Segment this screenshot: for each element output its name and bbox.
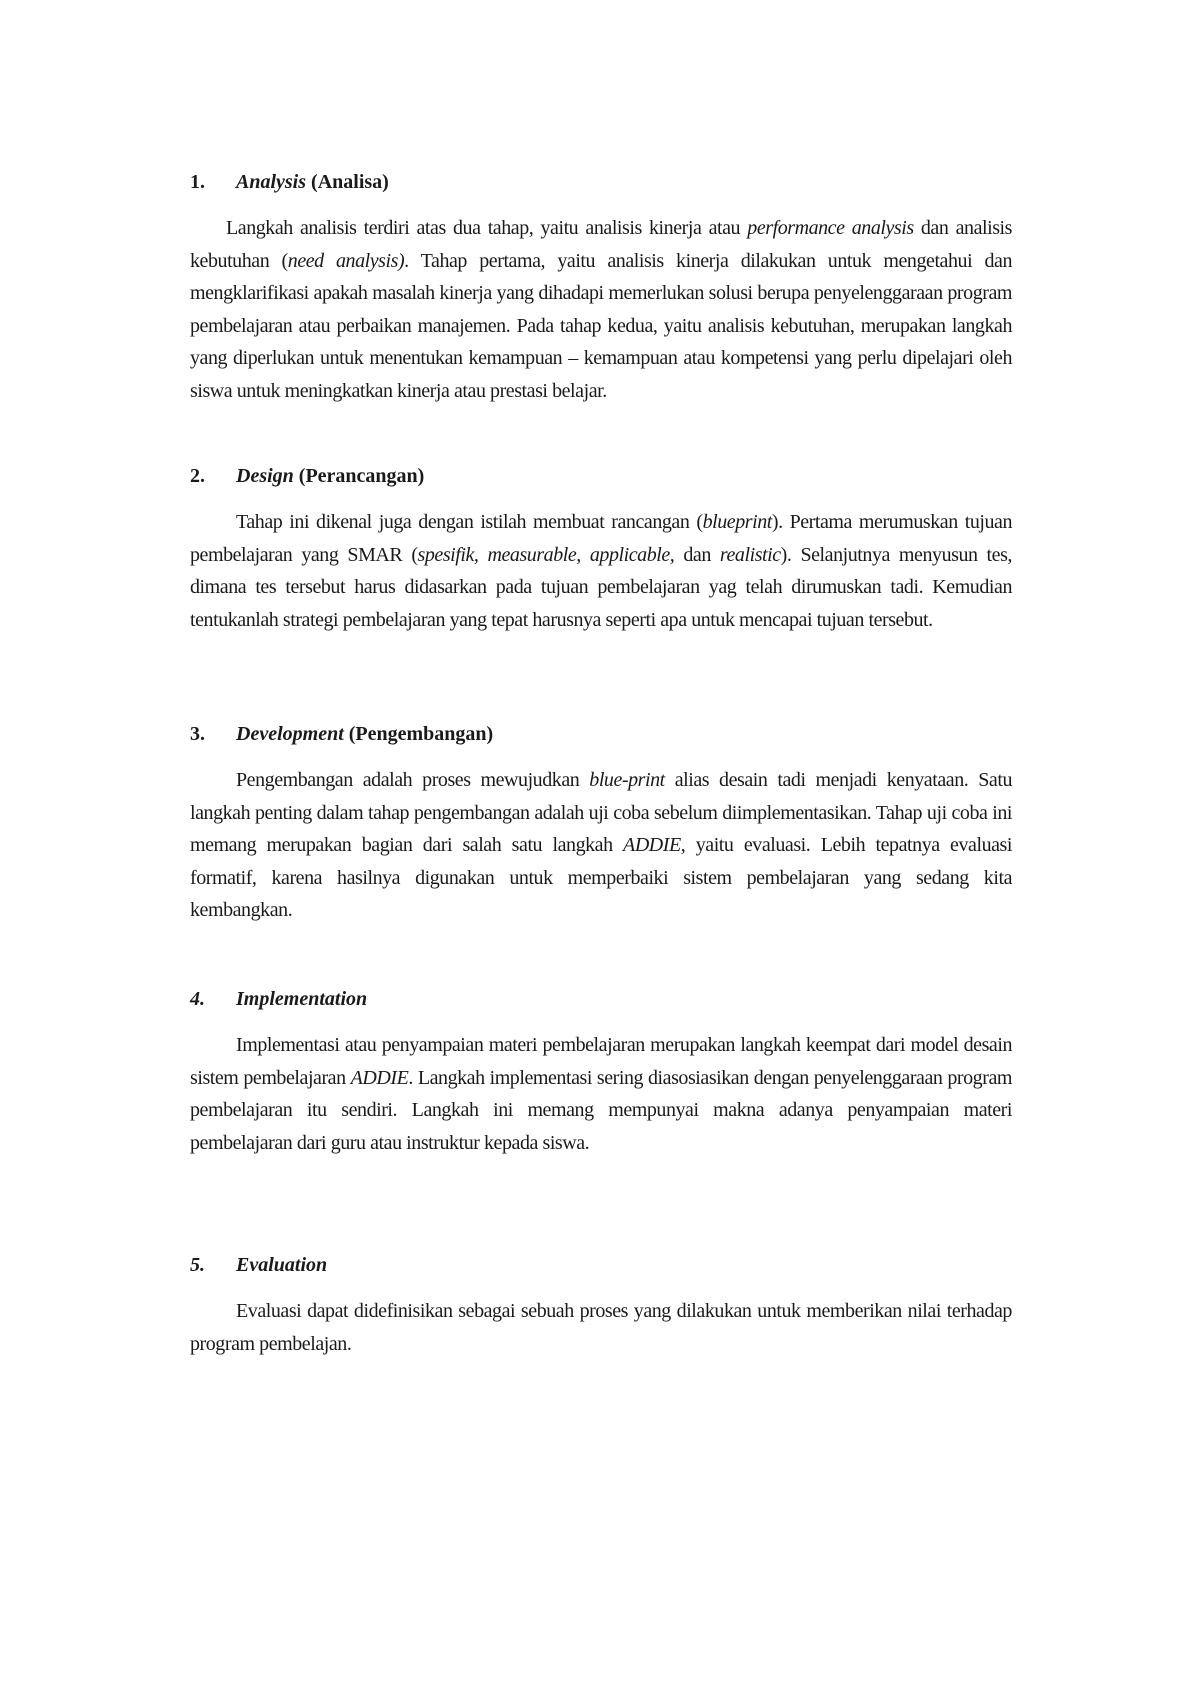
section-heading	[190, 985, 1012, 1013]
section-number: 1.	[190, 171, 205, 193]
section-paragraph: Pengembangan adalah proses mewujudkan blue-print alias desain tadi menjadi kenyataan. Satu langkah penting dalam tahap pengembangan adalah uji coba sebelum diimplementasikan. Tahap uji coba ini memang merupakan bagian dari salah satu langkah ADDIE, yaitu evaluasi. Lebih tepatnya evaluasi formatif, karena hasilnya digunakan untuk memperbaiki sistem pembelajaran yang sedang kita kembangkan.	[190, 769, 1012, 921]
section-paragraph: Implementasi atau penyampaian materi pembelajaran merupakan langkah keempat dari model desain sistem pembelajaran ADDIE. Langkah implementasi sering diasosiasikan dengan penyelenggaraan program pembelajaran itu sendiri. Langkah ini memang mempunyai makna adanya penyampaian materi pembelajaran dari guru atau instruktur kepada siswa.	[190, 1034, 1012, 1154]
section-design	[190, 462, 1012, 636]
section-term: Evaluation	[236, 1254, 328, 1276]
section-number: 2.	[190, 465, 205, 487]
section-number: 5.	[190, 1254, 205, 1276]
section-translation: (Analisa)	[311, 171, 389, 193]
section-heading	[190, 1251, 1012, 1279]
section-translation: (Perancangan)	[298, 465, 425, 487]
section-number: 3.	[190, 723, 205, 745]
section-term: Implementation	[236, 988, 368, 1010]
section-translation: (Pengembangan)	[348, 723, 494, 745]
section-heading	[190, 462, 1012, 490]
section-evaluation	[190, 1251, 1012, 1360]
section-heading	[190, 168, 1012, 196]
section-paragraph: Evaluasi dapat didefinisikan sebagai sebuah proses yang dilakukan untuk memberikan nilai terhadap program pembelajan.	[190, 1300, 1012, 1355]
section-analysis	[190, 168, 1012, 407]
section-heading	[190, 720, 1012, 748]
section-development	[190, 720, 1012, 927]
section-term: Analysis	[236, 171, 307, 193]
section-term: Design	[236, 465, 294, 487]
section-paragraph: Langkah analisis terdiri atas dua tahap, yaitu analisis kinerja atau performance analysis dan analisis kebutuhan (need analysis). Tahap pertama, yaitu analisis kinerja dilakukan untuk mengetahui dan mengklarifikasi apakah masalah kinerja yang dihadapi memerlukan solusi berupa penyelenggaraan program pembelajaran atau perbaikan manajemen. Pada tahap kedua, yaitu analisis kebutuhan, merupakan langkah yang diperlukan untuk menentukan kemampuan – kemampuan atau kompetensi yang perlu dipelajari oleh siswa untuk meningkatkan kinerja atau prestasi belajar.	[190, 217, 1012, 402]
section-number: 4.	[190, 988, 205, 1010]
section-paragraph: Tahap ini dikenal juga dengan istilah membuat rancangan (blueprint). Pertama merumuskan tujuan pembelajaran yang SMAR (spesifik, measurable, applicable, dan realistic). Selanjutnya menyusun tes, dimana tes tersebut harus didasarkan pada tujuan pembelajaran yag telah dirumuskan tadi. Kemudian tentukanlah strategi pembelajaran yang tepat harusnya seperti apa untuk mencapai tujuan tersebut.	[190, 511, 1013, 631]
section-term: Development	[236, 723, 344, 745]
section-implementation	[190, 985, 1012, 1159]
